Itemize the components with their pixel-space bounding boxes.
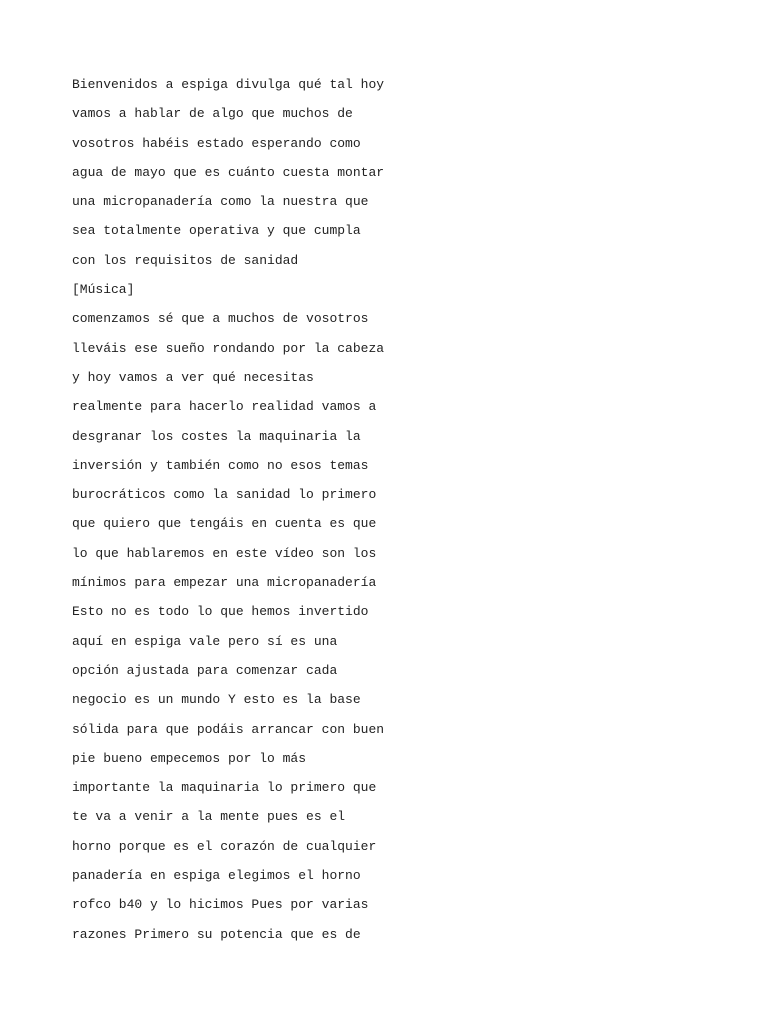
text-line: comenzamos sé que a muchos de vosotros <box>72 311 369 327</box>
text-line: opción ajustada para comenzar cada <box>72 662 338 678</box>
text-line: lleváis ese sueño rondando por la cabeza <box>72 340 385 356</box>
text-line: realmente para hacerlo realidad vamos a <box>72 399 377 415</box>
text-line: rofco b40 y lo hicimos Pues por varias <box>72 897 369 913</box>
text-line: Esto no es todo lo que hemos invertido <box>72 604 369 620</box>
text-line: [Música] <box>72 282 135 298</box>
text-line: vamos a hablar de algo que muchos de <box>72 106 353 122</box>
text-line: horno porque es el corazón de cualquier <box>72 838 377 854</box>
text-line: aquí en espiga vale pero sí es una <box>72 633 338 649</box>
text-line: pie bueno empecemos por lo más <box>72 750 307 766</box>
text-line: con los requisitos de sanidad <box>72 252 299 268</box>
text-line: negocio es un mundo Y esto es la base <box>72 692 361 708</box>
text-line: Bienvenidos a espiga divulga qué tal hoy <box>72 77 385 92</box>
text-line: razones Primero su potencia que es de <box>72 926 361 942</box>
text-line: agua de mayo que es cuánto cuesta montar <box>72 164 385 180</box>
text-line: desgranar los costes la maquinaria la <box>72 428 361 444</box>
text-line: y hoy vamos a ver qué necesitas <box>72 369 314 385</box>
text-line: te va a venir a la mente pues es el <box>72 809 346 825</box>
transcript-page <box>72 70 712 949</box>
text-line: sea totalmente operativa y que cumpla <box>72 223 361 239</box>
text-line: mínimos para empezar una micropanadería <box>72 575 377 591</box>
text-line: vosotros habéis estado esperando como <box>72 135 361 151</box>
text-line: que quiero que tengáis en cuenta es que <box>72 516 377 532</box>
text-line: burocráticos como la sanidad lo primero <box>72 487 377 503</box>
text-line: inversión y también como no esos temas <box>72 457 369 473</box>
text-line: lo que hablaremos en este vídeo son los <box>72 545 377 561</box>
text-line: sólida para que podáis arrancar con buen <box>72 721 385 737</box>
text-line: importante la maquinaria lo primero que <box>72 780 377 796</box>
text-line: panadería en espiga elegimos el horno <box>72 868 361 884</box>
text-line: una micropanadería como la nuestra que <box>72 194 369 210</box>
